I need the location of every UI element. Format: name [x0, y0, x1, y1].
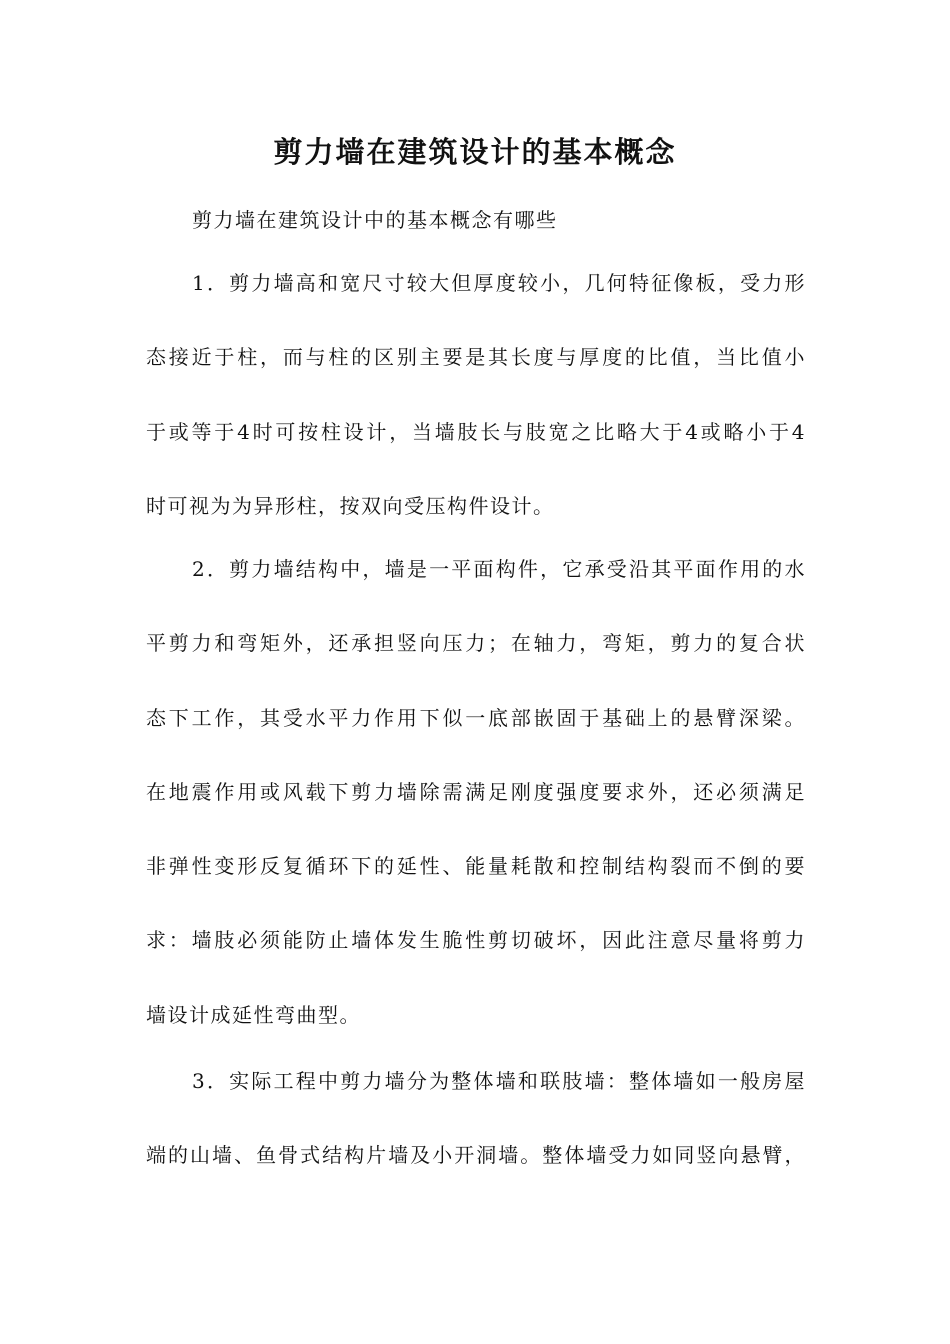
paragraph-line: 态下工作，其受水平力作用下似一底部嵌固于基础上的悬臂深梁。 — [146, 706, 806, 730]
paragraph-line: 2．剪力墙结构中，墙是一平面构件，它承受沿其平面作用的水 — [192, 557, 806, 581]
paragraph-line: 非弹性变形反复循环下的延性、能量耗散和控制结构裂而不倒的要 — [146, 854, 806, 878]
paragraph-line: 求：墙肢必须能防止墙体发生脆性剪切破坏，因此注意尽量将剪力 — [146, 928, 806, 952]
paragraph-line: 端的山墙、鱼骨式结构片墙及小开洞墙。整体墙受力如同竖向悬臂， — [146, 1143, 806, 1167]
document-title: 剪力墙在建筑设计的基本概念 — [273, 135, 677, 169]
subtitle-line: 剪力墙在建筑设计中的基本概念有哪些 — [192, 208, 558, 232]
paragraph-line: 时可视为为异形柱，按双向受压构件设计。 — [146, 494, 555, 518]
paragraph-line: 3．实际工程中剪力墙分为整体墙和联肢墙：整体墙如一般房屋 — [192, 1069, 806, 1093]
paragraph-line: 1．剪力墙高和宽尺寸较大但厚度较小，几何特征像板，受力形 — [192, 271, 806, 295]
paragraph-line: 平剪力和弯矩外，还承担竖向压力；在轴力，弯矩，剪力的复合状 — [146, 631, 806, 655]
paragraph-line: 墙设计成延性弯曲型。 — [146, 1003, 361, 1027]
paragraph-line: 于或等于4时可按柱设计，当墙肢长与肢宽之比略大于4或略小于4 — [146, 420, 806, 444]
paragraph-line: 在地震作用或风载下剪力墙除需满足刚度强度要求外，还必须满足 — [146, 780, 806, 804]
paragraph-line: 态接近于柱，而与柱的区别主要是其长度与厚度的比值，当比值小 — [146, 345, 806, 369]
